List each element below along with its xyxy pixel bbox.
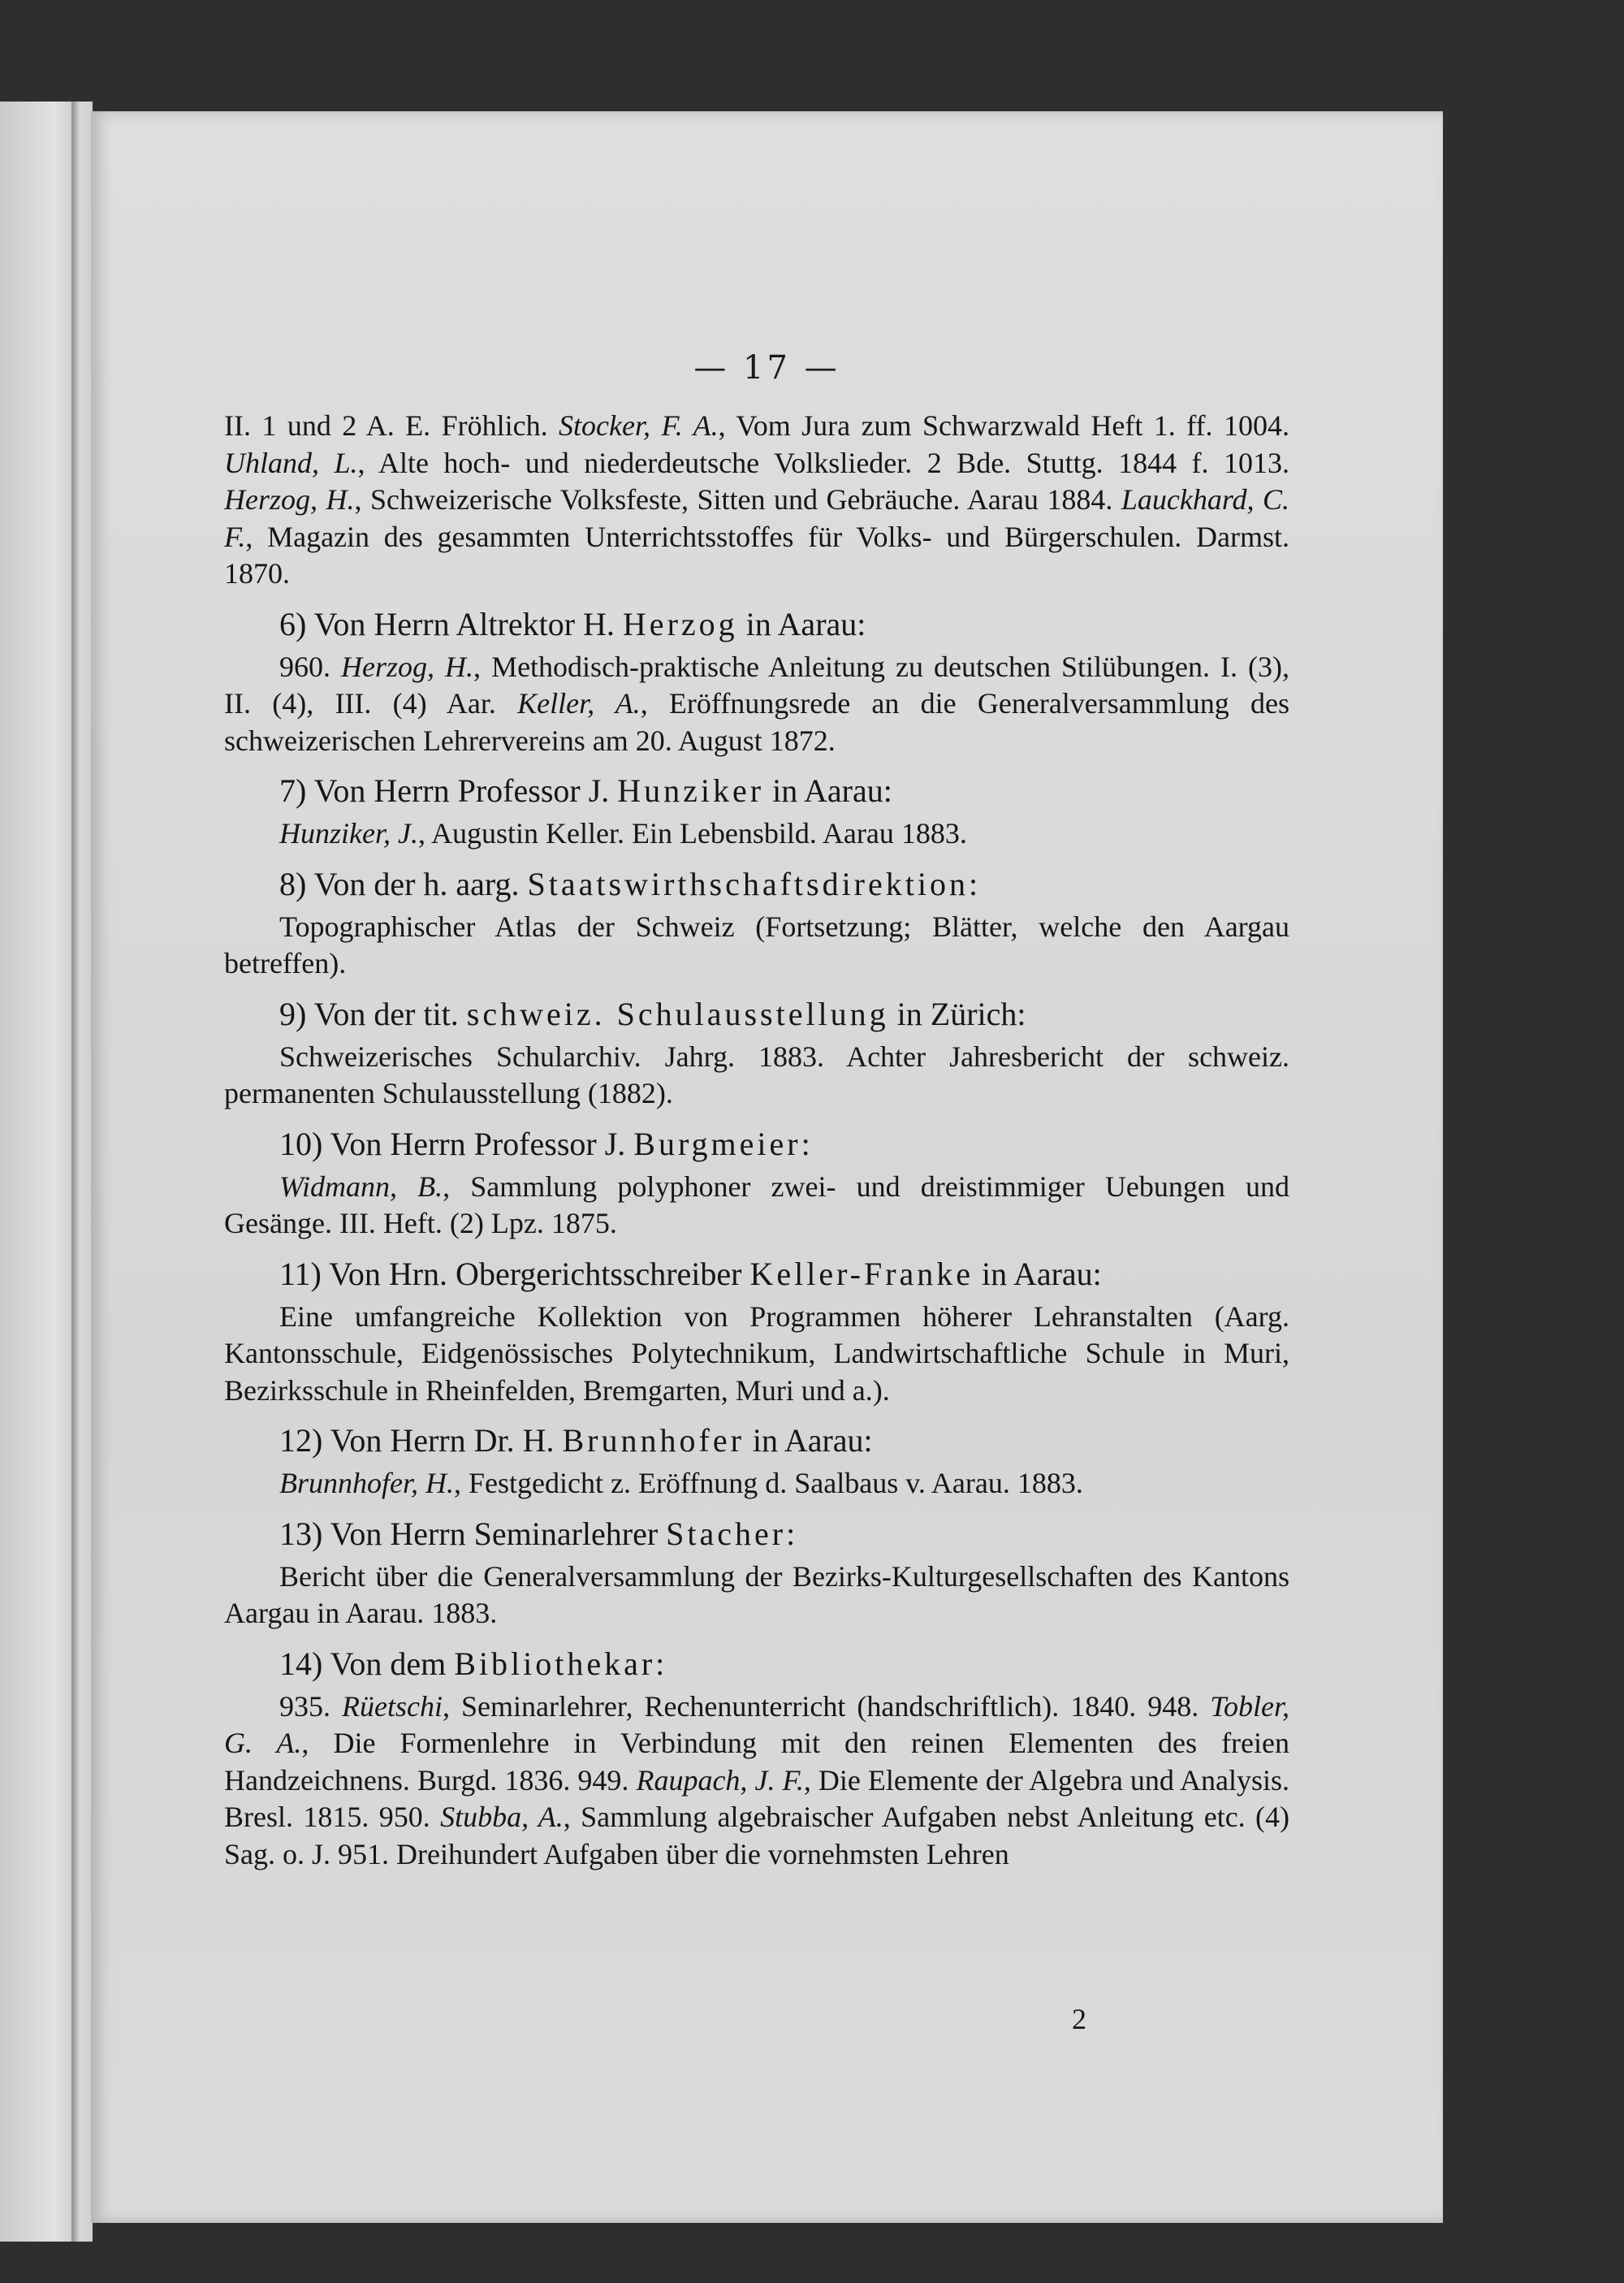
section-heading-12: 12) Von Herrn Dr. H. Brunnhofer in Aarau: xyxy=(279,1422,873,1459)
section-heading-7: 7) Von Herrn Professor J. Hunziker in Aarau: xyxy=(279,772,892,809)
book-gutter xyxy=(71,102,93,2242)
section-body-13: Bericht über die Generalversammlung der Bezirks-Kulturgesellschaften des Kantons Aargau in Aarau. 1883. xyxy=(224,1559,1289,1629)
section-body-12: Brunnhofer, H., Festgedicht z. Eröffnung d. Saalbaus v. Aarau. 1883. xyxy=(279,1467,1083,1499)
section-heading-9: 9) Von der tit. schweiz. Schulausstellung in Zürich: xyxy=(279,995,1026,1032)
section-body-9: Schweizerisches Schularchiv. Jahrg. 1883. Achter Jahresbericht der schweiz. permanenten Schulausstellung (1882). xyxy=(224,1040,1289,1109)
section-heading-13: 13) Von Herrn Seminarlehrer Stacher: xyxy=(279,1515,799,1552)
section-heading-6: 6) Von Herrn Altrektor H. Herzog in Aarau: xyxy=(279,605,866,642)
section-body-7: Hunziker, J., Augustin Keller. Ein Lebensbild. Aarau 1883. xyxy=(279,817,967,850)
section-heading-11: 11) Von Hrn. Obergerichtsschreiber Keller-Franke in Aarau: xyxy=(279,1255,1102,1292)
signature-mark: 2 xyxy=(1072,2003,1086,2035)
opening-paragraph: II. 1 und 2 A. E. Fröhlich. Stocker, F. A., Vom Jura zum Schwarzwald Heft 1. ff. 1004. Uhland, L., Alte hoch- und niederdeutsche Volkslieder. 2 Bde. Stuttg. 1844 f. 1013. Herzog, H., Schweizerische Volksfeste, Sitten und Gebräuche. Aarau 1884. Lauckhard, C. F., Magazin des gesammten Unterrichtsstoffes für Volks- und Bürgerschulen. Darmst. 1870. xyxy=(224,409,1289,590)
book-page xyxy=(91,111,1443,2223)
section-body-8: Topographischer Atlas der Schweiz (Fortsetzung; Blätter, welche den Aargau betreffen). xyxy=(224,910,1289,979)
section-body-10: Widmann, B., Sammlung polyphoner zwei- und dreistimmiger Uebungen und Gesänge. III. Heft. (2) Lpz. 1875. xyxy=(224,1170,1289,1239)
page-text xyxy=(224,408,1289,1873)
section-body-6: 960. Herzog, H., Methodisch-praktische Anleitung zu deutschen Stilübungen. I. (3), II. (4), III. (4) Aar. Keller, A., Eröffnungsrede an die Generalversammlung des schweizerischen Lehrervereins am 20. August 1872. xyxy=(224,650,1289,757)
section-heading-14: 14) Von dem Bibliothekar: xyxy=(279,1645,668,1682)
section-heading-10: 10) Von Herrn Professor J. Burgmeier: xyxy=(279,1125,814,1162)
section-body-14: 935. Rüetschi, Seminarlehrer, Rechenunterricht (handschriftlich). 1840. 948. Tobler, G. A., Die Formenlehre in Verbindung mit den reinen Elementen des freien Handzeichnens. Burgd. 1836. 949. Raupach, J. F., Die Elemente der Algebra und Analysis. Bresl. 1815. 950. Stubba, A., Sammlung algebraischer Aufgaben nebst Anleitung etc. (4) Sag. o. J. 951. Dreihundert Aufgaben über die vornehmsten Lehren xyxy=(224,1689,1290,1870)
page-number: — 17 — xyxy=(693,349,840,387)
section-body-11: Eine umfangreiche Kollektion von Programmen höherer Lehranstalten (Aarg. Kantonsschule, Eidgenössisches Polytechnikum, Landwirtschaftliche Schule in Muri, Bezirksschule in Rheinfelden, Bremgarten, Muri und a.). xyxy=(224,1299,1289,1407)
section-heading-8: 8) Von der h. aarg. Staatswirthschaftsdirektion: xyxy=(279,865,982,902)
